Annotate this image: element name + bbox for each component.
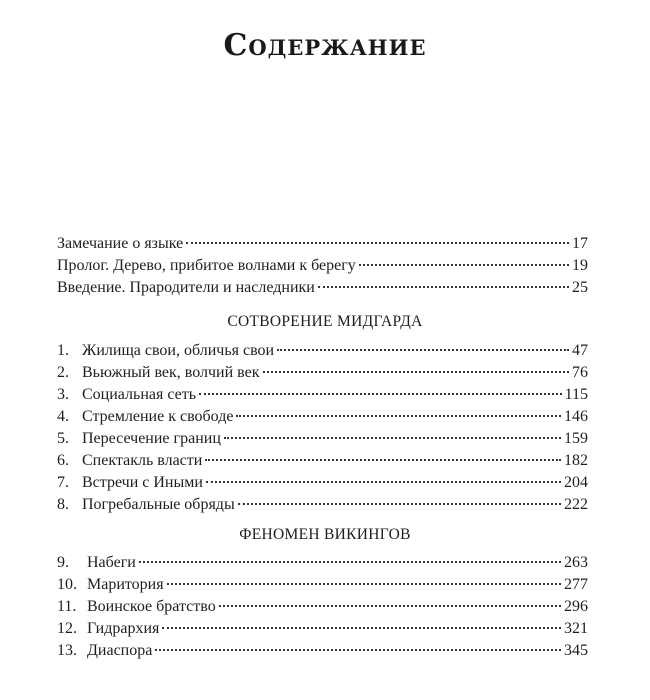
toc-entry-page: 47 [572, 342, 588, 359]
toc-entry-page: 159 [564, 430, 588, 447]
toc-section-list [57, 552, 588, 662]
dot-leader [224, 437, 561, 439]
toc-entry-label: Пересечение границ [82, 430, 221, 447]
toc-entry-label: Диаспора [87, 642, 153, 659]
section-heading: ФЕНОМЕН ВИКИНГОВ [239, 526, 411, 543]
toc-entry[interactable] [57, 640, 588, 662]
chapter-number: 13. [57, 642, 77, 659]
toc-entry[interactable] [57, 574, 588, 596]
toc-entry[interactable] [57, 472, 588, 494]
chapter-number: 4. [57, 408, 69, 425]
toc-entry[interactable] [57, 384, 588, 406]
toc-entry[interactable] [57, 618, 588, 640]
toc-entry-label: Набеги [87, 554, 136, 571]
chapter-number: 7. [57, 474, 69, 491]
chapter-number: 2. [57, 364, 69, 381]
section-heading: СОТВОРЕНИЕ МИДГАРДА [227, 313, 423, 330]
chapter-number: 6. [57, 452, 69, 469]
toc-entry-page: 277 [564, 576, 588, 593]
toc-entry-page: 296 [564, 598, 588, 615]
dot-leader [236, 415, 561, 417]
toc-entry-page: 25 [572, 279, 588, 296]
toc-entry-label: Введение. Прародители и наследники [57, 279, 315, 296]
toc-entry-label: Маритория [87, 576, 164, 593]
toc-entry[interactable] [57, 406, 588, 428]
toc-entry[interactable] [57, 340, 588, 362]
toc-intro-list [57, 233, 588, 299]
toc-entry[interactable] [57, 255, 588, 277]
toc-entry[interactable] [57, 596, 588, 618]
dot-leader [238, 503, 561, 505]
chapter-number: 8. [57, 496, 69, 513]
toc-entry-label: Погребальные обряды [82, 496, 235, 513]
toc-entry-page: 345 [564, 642, 588, 659]
chapter-number: 11. [57, 598, 77, 615]
dot-leader [205, 459, 561, 461]
toc-entry-page: 115 [564, 386, 588, 403]
dot-leader [277, 349, 569, 351]
dot-leader [162, 627, 561, 629]
toc-section-list [57, 340, 588, 516]
chapter-number: 12. [57, 620, 77, 637]
chapter-number: 10. [57, 576, 77, 593]
toc-entry-label: Стремление к свободе [82, 408, 234, 425]
dot-leader [206, 481, 561, 483]
toc-entry-label: Гидрархия [87, 620, 160, 637]
toc-entry-label: Замечание о языке [57, 235, 184, 252]
toc-entry-page: 321 [564, 620, 588, 637]
chapter-number: 1. [57, 342, 69, 359]
toc-entry-page: 222 [564, 496, 588, 513]
toc-entry[interactable] [57, 428, 588, 450]
toc-entry[interactable] [57, 450, 588, 472]
toc-entry-label: Пролог. Дерево, прибитое волнами к берегу [57, 257, 356, 274]
toc-entry-label: Воинское братство [87, 598, 216, 615]
toc-entry-page: 17 [572, 235, 588, 252]
toc-entry[interactable] [57, 494, 588, 516]
dot-leader [139, 561, 561, 563]
toc-entry-label: Встречи с Иными [82, 474, 203, 491]
toc-entry-page: 146 [564, 408, 588, 425]
toc-entry[interactable] [57, 552, 588, 574]
toc-entry-label: Жилища свои, обличья свои [82, 342, 275, 359]
dot-leader [155, 649, 561, 651]
dot-leader [186, 242, 569, 244]
toc-entry-label: Социальная сеть [82, 386, 197, 403]
toc-entry-page: 76 [572, 364, 588, 381]
dot-leader [318, 286, 569, 288]
chapter-number: 9. [57, 554, 69, 571]
dot-leader [263, 371, 569, 373]
toc-entry-page: 182 [564, 452, 588, 469]
dot-leader [219, 605, 561, 607]
toc-entry[interactable] [57, 362, 588, 384]
dot-leader [167, 583, 561, 585]
dot-leader [199, 393, 562, 395]
chapter-number: 5. [57, 430, 69, 447]
toc-entry-label: Спектакль власти [82, 452, 203, 469]
chapter-number: 3. [57, 386, 69, 403]
toc-entry-page: 204 [564, 474, 588, 491]
toc-entry-label: Вьюжный век, волчий век [82, 364, 260, 381]
dot-leader [359, 264, 569, 266]
toc-entry-page: 263 [564, 554, 588, 571]
page-title: Содержание [223, 28, 427, 63]
toc-entry[interactable] [57, 277, 588, 299]
toc-entry[interactable] [57, 233, 588, 255]
toc-entry-page: 19 [572, 257, 588, 274]
